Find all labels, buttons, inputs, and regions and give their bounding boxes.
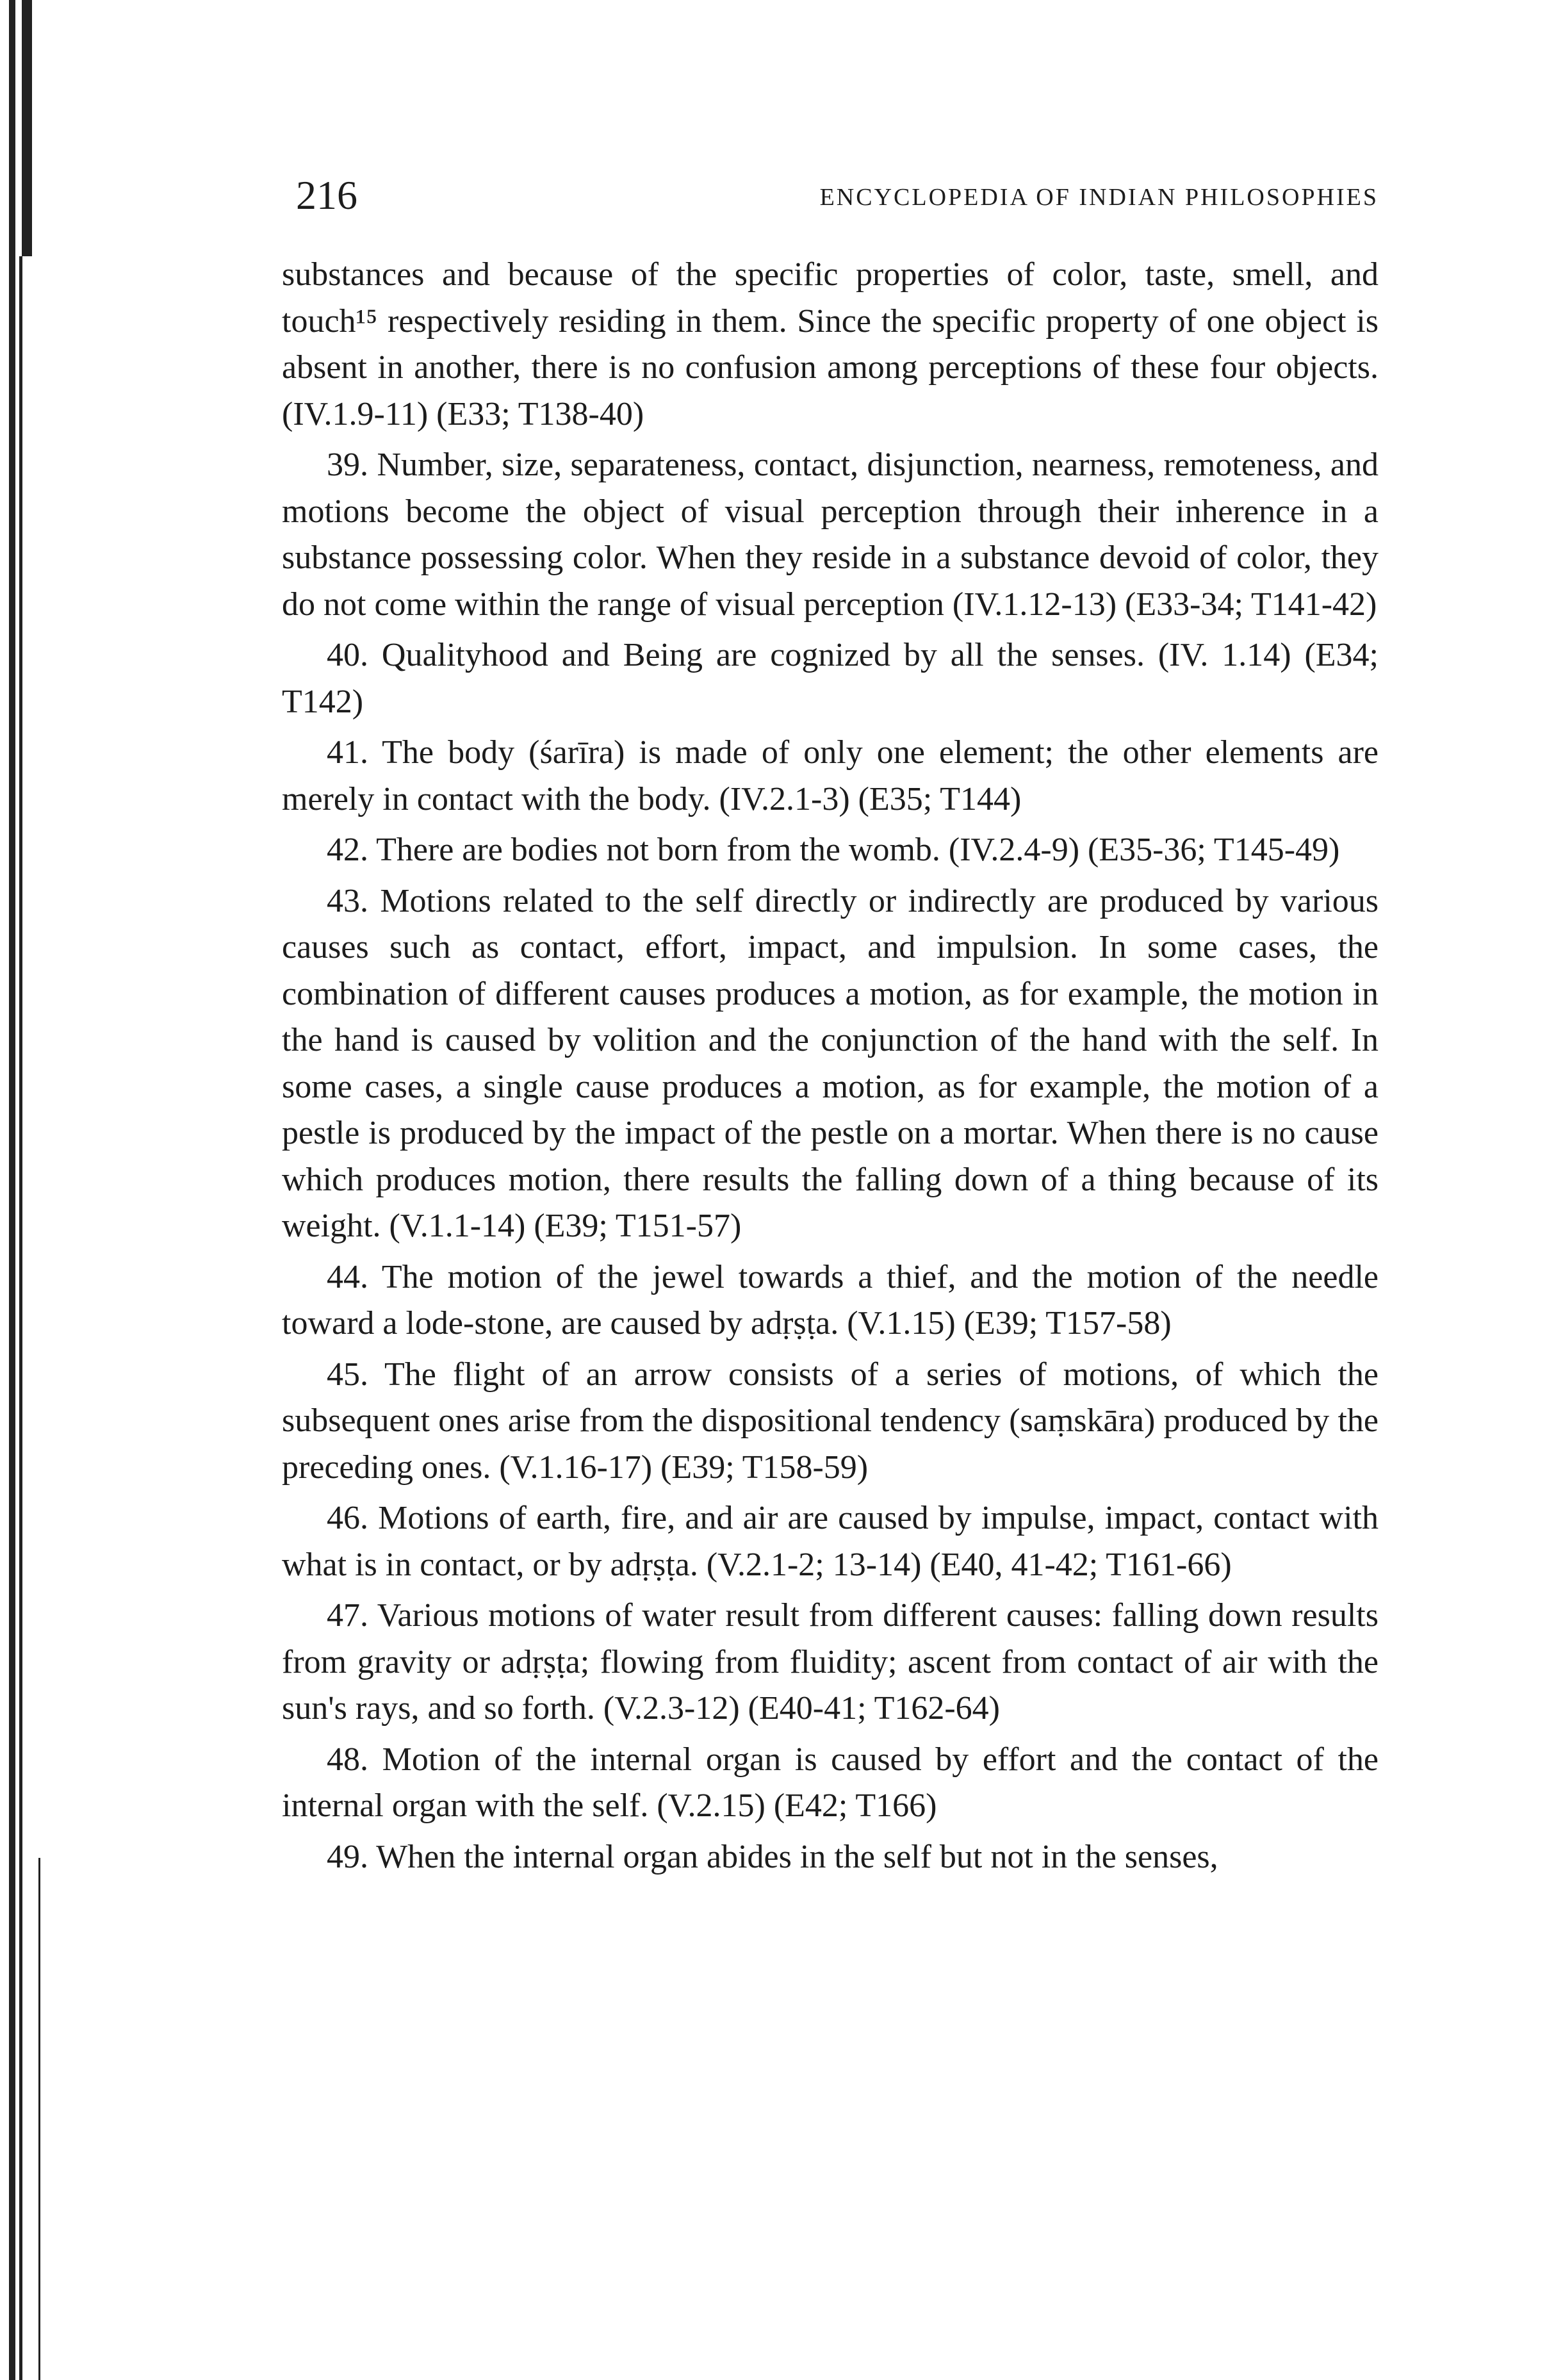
paragraph-text: Various motions of water result from different causes: falling down results from gravity or adṛṣṭa; flowing from fluidity; ascent from contact of air with the sun's rays, and so forth. (V.2.3-12) (E40-41; T162-64): [282, 1597, 1379, 1727]
running-head: [296, 172, 1379, 223]
paragraph-number: 47.: [327, 1597, 368, 1634]
paragraph-49: [282, 1834, 1379, 1881]
page-binding-edge-lower: [38, 1858, 40, 2380]
paragraph-text: Motions of earth, fire, and air are caused by impulse, impact, contact with what is in contact, or by adṛṣṭa. (V.2.1-2; 13-14) (E40, 41-42; T161-66): [282, 1500, 1379, 1583]
paragraph-number: 44.: [327, 1258, 368, 1295]
paragraph-text: Motions related to the self directly or indirectly are produced by various causes such as contact, effort, impact, and impulsion. In some cases, the combination of different causes produces a motion, as for example, the motion in the hand is caused by volition and the conjunction of the hand with the self. In some cases, a single cause produces a motion, as for example, the motion of a pestle is produced by the impact of the pestle on a mortar. When there is no cause which produces motion, there results the falling down of a thing because of its weight. (V.1.1-14) (E39; T151-57): [282, 882, 1379, 1244]
paragraph-number: 39.: [327, 447, 368, 483]
paragraph-text: substances and because of the specific properties of color, taste, smell, and touch¹⁵ respectively residing in them. Since the specific property of one object is absent in another, there is no confusion among perceptions of these four objects. (IV.1.9-11) (E33; T138-40): [282, 256, 1379, 432]
paragraph-39: [282, 442, 1379, 628]
paragraph-number: 49.: [327, 1838, 368, 1875]
paragraph-47: [282, 1593, 1379, 1732]
paragraph-number: 43.: [327, 882, 368, 919]
paragraph-text: The flight of an arrow consists of a series of motions, of which the subsequent ones arise from the dispositional tendency (saṃskāra) produced by the preceding ones. (V.1.16-17) (E39; T158-59): [282, 1356, 1379, 1486]
paragraph-number: 42.: [327, 832, 368, 868]
paragraph-text: Number, size, separateness, contact, disjunction, nearness, remoteness, and motions become the object of visual perception through their inherence in a substance possessing color. When they reside in a substance devoid of color, they do not come within the range of visual perception (IV.1.12-13) (E33-34; T141-42): [282, 447, 1379, 623]
paragraph-43: [282, 878, 1379, 1250]
paragraph-40: [282, 632, 1379, 725]
paragraph-text: Qualityhood and Being are cognized by all the senses. (IV. 1.14) (E34; T142): [282, 637, 1379, 720]
paragraph-number: 45.: [327, 1356, 368, 1393]
paragraph-45: [282, 1352, 1379, 1491]
paragraph-44: [282, 1254, 1379, 1347]
paragraph-42: [282, 827, 1379, 874]
page-number: 216: [296, 172, 357, 218]
paragraph-text: The body (śarīra) is made of only one element; the other elements are merely in contact with the body. (IV.2.1-3) (E35; T144): [282, 734, 1379, 817]
paragraph-text: The motion of the jewel towards a thief, and the motion of the needle toward a lode-stone, are caused by adṛṣṭa. (V.1.15) (E39; T157-58): [282, 1258, 1379, 1342]
paragraph-41: [282, 730, 1379, 823]
page-binding-edge-line: [19, 256, 22, 2380]
paragraph-text: Motion of the internal organ is caused by effort and the contact of the internal organ with the self. (V.2.15) (E42; T166): [282, 1741, 1379, 1824]
page-binding-edge: [9, 0, 15, 2380]
page-binding-edge-top: [22, 0, 32, 256]
paragraph-text: When the internal organ abides in the self but not in the senses,: [376, 1838, 1218, 1875]
paragraph-number: 48.: [327, 1741, 368, 1778]
paragraph-46: [282, 1495, 1379, 1588]
paragraph-continuation: [282, 252, 1379, 438]
paragraph-text: There are bodies not born from the womb. (IV.2.4-9) (E35-36; T145-49): [376, 832, 1340, 868]
paragraph-number: 40.: [327, 637, 368, 673]
paragraph-number: 46.: [327, 1500, 368, 1536]
running-title: ENCYCLOPEDIA OF INDIAN PHILOSOPHIES: [819, 184, 1379, 211]
paragraph-48: [282, 1737, 1379, 1830]
text-body: [282, 252, 1379, 1885]
paragraph-number: 41.: [327, 734, 368, 771]
